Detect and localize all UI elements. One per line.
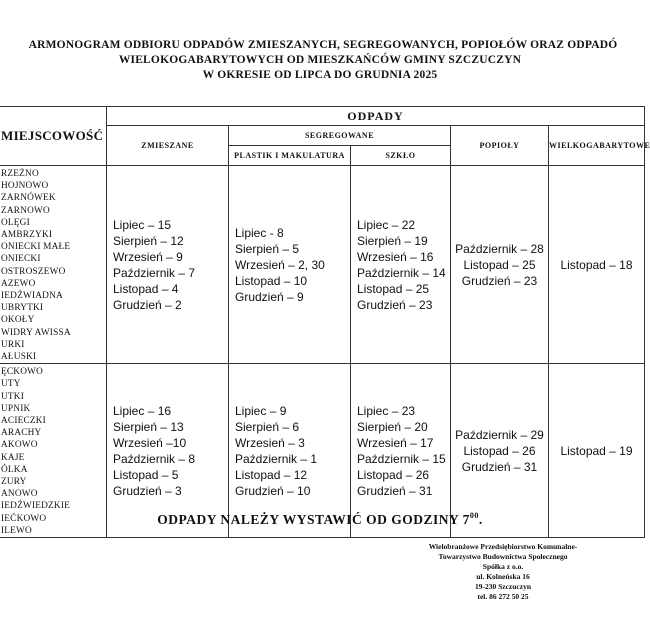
place-name: KAJE <box>1 452 25 463</box>
title-line-1: ARMONOGRAM ODBIORU ODPADÓW ZMIESZANYCH, SEGREGOWANYCH, POPIOŁÓW ORAZ ODPADÓ <box>28 39 618 51</box>
zmieszane-dates <box>107 166 229 364</box>
header-segregowane: SEGREGOWANE <box>229 126 451 146</box>
place-name: ZURY <box>1 477 27 488</box>
date-entry: Październik – 7 <box>113 265 196 280</box>
date-entry: Sierpień – 20 <box>357 419 428 434</box>
place-name: IEDŹWIEDZKIE <box>1 501 70 512</box>
places-cell <box>0 166 107 364</box>
date-entry: Lipiec – 22 <box>357 217 416 232</box>
date-entry: Listopad – 26 <box>463 443 536 458</box>
place-name: ĘCKOWO <box>1 367 43 378</box>
date-entry: Wrzesień – 3 <box>235 435 305 450</box>
date-entry: Sierpień – 5 <box>235 241 300 256</box>
notice-superscript: 00 <box>469 511 479 520</box>
place-name: UTY <box>1 379 21 390</box>
header-zmieszane: ZMIESZANE <box>107 126 229 166</box>
date-entry: Wrzesień –10 <box>113 435 187 450</box>
date-entry: Listopad – 12 <box>235 467 308 482</box>
plastik-dates <box>229 166 351 364</box>
company-line: Spółka z o.o. <box>482 562 524 571</box>
notice-text: ODPADY NALEŻY WYSTAWIĆ OD GODZINY 7 <box>157 512 470 527</box>
place-name: ÓLKA <box>1 464 28 475</box>
header-popioly: POPIOŁY <box>451 126 549 166</box>
place-name: ARACHY <box>1 428 42 439</box>
place-name: AŁUSKI <box>1 352 37 363</box>
schedule-table <box>0 106 650 538</box>
date-entry: Listopad – 26 <box>357 467 430 482</box>
date-entry: Lipiec – 15 <box>113 217 172 232</box>
date-entry: Listopad – 25 <box>357 281 430 296</box>
date-entry: Sierpień – 6 <box>235 419 300 434</box>
date-entry: Listopad – 18 <box>560 257 633 272</box>
place-name: ONIECKI <box>1 254 41 265</box>
date-entry: Sierpień – 13 <box>113 419 184 434</box>
date-entry: Grudzień – 31 <box>357 483 433 498</box>
date-entry: Wrzesień – 17 <box>357 435 434 450</box>
date-entry: Lipiec - 8 <box>235 225 284 240</box>
company-line: ul. Kolneńska 16 <box>476 572 530 581</box>
date-entry: Grudzień – 9 <box>235 289 304 304</box>
place-name: RZEŻNO <box>1 169 39 179</box>
date-entry: Lipiec – 16 <box>113 403 172 418</box>
place-name: WIDRY AWISSA <box>1 327 71 338</box>
header-wielkogabarytowe: WIELKOGABARYTOWE <box>549 126 645 166</box>
table-row <box>0 166 645 364</box>
date-entry: Listopad – 5 <box>113 467 179 482</box>
place-name: OLĘGI <box>1 217 30 228</box>
pickup-notice <box>0 511 640 528</box>
place-name: ILEWO <box>1 525 32 536</box>
company-line: Towarzystwo Budownictwa Społecznego <box>438 552 568 561</box>
place-name: URKI <box>1 339 25 350</box>
company-line: tel. 86 272 50 25 <box>477 592 529 601</box>
szklo-dates <box>351 166 451 364</box>
company-line: 19-230 Szczuczyn <box>474 582 532 591</box>
place-name: AMBRZYKI <box>1 230 53 241</box>
place-name: HOJNOWO <box>1 181 49 192</box>
date-entry: Październik – 8 <box>113 451 196 466</box>
header-szklo: SZKŁO <box>351 146 451 166</box>
date-entry: Lipiec – 9 <box>235 403 287 418</box>
date-entry: Grudzień – 23 <box>357 297 433 312</box>
place-name: ONIECKI MAŁE <box>1 242 71 253</box>
document-title <box>0 38 640 83</box>
date-entry: Wrzesień – 16 <box>357 249 434 264</box>
title-line-3: W OKRESIE OD LIPCA DO GRUDNIA 2025 <box>202 69 438 81</box>
title-line-2: WIELOKOGABARYTOWYCH OD MIESZKAŃCÓW GMINY SZCZUCZYN <box>118 54 522 66</box>
date-entry: Listopad – 25 <box>463 257 536 272</box>
date-entry: Październik – 15 <box>357 451 446 466</box>
date-entry: Październik – 14 <box>357 265 446 280</box>
place-name: ZARNÓWEK <box>1 193 56 204</box>
date-entry: Grudzień – 31 <box>461 459 538 474</box>
place-name: AZEWO <box>1 278 36 289</box>
header-miejscowosc: MIEJSCOWOŚĆ <box>0 107 107 166</box>
date-entry: Sierpień – 19 <box>357 233 428 248</box>
place-name: ANOWO <box>1 489 38 500</box>
place-name: ACIECZKI <box>1 416 46 427</box>
place-name: UBRYTKI <box>1 303 44 314</box>
company-line: Wielobranżowe Przedsiębiorstwo Komunalne- <box>428 542 578 551</box>
date-entry: Październik – 1 <box>235 451 318 466</box>
place-name: UTKI <box>1 391 25 402</box>
place-name: IEĆKOWO <box>1 513 47 524</box>
date-entry: Grudzień – 10 <box>235 483 311 498</box>
wielkogabarytowe-dates <box>549 166 645 364</box>
notice-suffix: . <box>478 512 483 527</box>
date-entry: Listopad – 19 <box>560 443 633 458</box>
date-entry: Sierpień – 12 <box>113 233 184 248</box>
date-entry: Grudzień – 23 <box>461 273 538 288</box>
header-odpady: ODPADY <box>107 107 645 126</box>
place-name: OSTROSZEWO <box>1 266 66 277</box>
place-name: ZARNOWO <box>1 205 50 216</box>
date-entry: Październik – 28 <box>455 241 544 256</box>
date-entry: Listopad – 10 <box>235 273 308 288</box>
date-entry: Grudzień – 2 <box>113 297 182 312</box>
header-plastik: PLASTIK I MAKULATURA <box>229 146 351 166</box>
date-entry: Lipiec – 23 <box>357 403 416 418</box>
date-entry: Wrzesień – 9 <box>113 249 183 264</box>
company-stamp <box>418 542 588 602</box>
place-name: IEDŹWIADNA <box>1 291 63 302</box>
date-entry: Wrzesień – 2, 30 <box>235 257 325 272</box>
place-name: AKOWO <box>1 440 38 451</box>
date-entry: Październik – 29 <box>455 427 544 442</box>
date-entry: Grudzień – 3 <box>113 483 182 498</box>
popioly-dates <box>451 166 549 364</box>
date-entry: Listopad – 4 <box>113 281 179 296</box>
place-name: OKOŁY <box>1 315 35 326</box>
place-name: UPNIK <box>1 403 31 414</box>
